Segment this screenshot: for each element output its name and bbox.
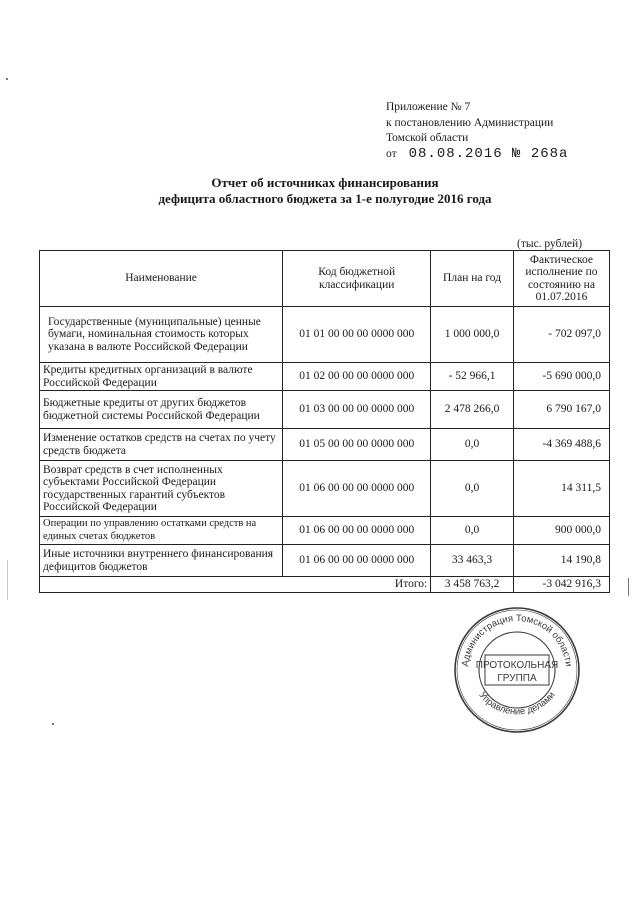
stamp-ring-bottom-text: Управление делами — [476, 689, 558, 718]
table-row — [40, 307, 610, 363]
appendix-number: Приложение № 7 — [386, 101, 471, 113]
table-header-row — [40, 251, 610, 307]
appendix-date-line — [386, 147, 626, 163]
units-label: (тыс. рублей) — [517, 238, 583, 250]
total-plan: 3 458 763,2 — [431, 577, 514, 593]
header-plan: План на год — [431, 251, 514, 307]
table-row — [40, 391, 610, 429]
stamp-center-line-1: ПРОТОКОЛЬНАЯ — [475, 660, 559, 671]
row-name: Кредиты кредитных организаций в валюте Российской Федерации — [40, 363, 283, 391]
row-plan: - 52 966,1 — [431, 363, 514, 391]
title-line-2: дефицита областного бюджета за 1-е полугодие 2016 года — [158, 191, 492, 206]
scan-mark — [6, 78, 8, 80]
table-row — [40, 517, 610, 545]
total-label: Итого: — [40, 577, 431, 593]
row-name: Операции по управлению остатками средств на единых счетах бюджетов — [40, 517, 283, 545]
title-line-1: Отчет об источниках финансирования — [211, 175, 439, 190]
table-total-row — [40, 577, 610, 593]
row-plan: 0,0 — [431, 517, 514, 545]
appendix-date-prefix: от — [386, 147, 397, 160]
row-fact: 900 000,0 — [513, 517, 609, 545]
row-code: 01 06 00 00 00 0000 000 — [283, 517, 431, 545]
row-fact: -5 690 000,0 — [513, 363, 609, 391]
row-name: Иные источники внутреннего финансирования дефицитов бюджетов — [40, 545, 283, 577]
scan-mark — [628, 578, 629, 596]
appendix-authority: Томской области — [386, 132, 469, 144]
row-fact: 14 190,8 — [513, 545, 609, 577]
official-stamp — [452, 605, 582, 735]
row-name: Бюджетные кредиты от других бюджетов бюджетной системы Российской Федерации — [40, 391, 283, 429]
appendix-date-number: 08.08.2016 № 268а — [408, 145, 569, 162]
row-fact: 6 790 167,0 — [513, 391, 609, 429]
row-fact: -4 369 488,6 — [513, 429, 609, 461]
appendix-block — [386, 100, 626, 162]
stamp-center-line-2: ГРУППА — [497, 673, 537, 684]
scan-mark — [52, 723, 54, 725]
table-row — [40, 363, 610, 391]
row-code: 01 06 00 00 00 0000 000 — [283, 461, 431, 517]
row-name: Изменение остатков средств на счетах по учету средств бюджета — [40, 429, 283, 461]
appendix-decree: к постановлению Администрации — [386, 116, 554, 129]
total-fact: -3 042 916,3 — [513, 577, 609, 593]
table-row — [40, 429, 610, 461]
report-table — [39, 250, 610, 593]
row-plan: 33 463,3 — [431, 545, 514, 577]
row-plan: 0,0 — [431, 461, 514, 517]
row-code: 01 05 00 00 00 0000 000 — [283, 429, 431, 461]
row-name: Государственные (муниципальные) ценные бумаги, номинальная стоимость которых указана в валюте Российской Федерации — [40, 307, 283, 363]
row-code: 01 01 00 00 00 0000 000 — [283, 307, 431, 363]
header-name: Наименование — [40, 251, 283, 307]
row-code: 01 02 00 00 00 0000 000 — [283, 363, 431, 391]
row-code: 01 03 00 00 00 0000 000 — [283, 391, 431, 429]
row-plan: 2 478 266,0 — [431, 391, 514, 429]
table-row — [40, 461, 610, 517]
scan-mark — [7, 560, 8, 600]
row-plan: 1 000 000,0 — [431, 307, 514, 363]
stamp-ring-top-text: Администрация Томской области — [460, 612, 574, 668]
row-plan: 0,0 — [431, 429, 514, 461]
row-fact: - 702 097,0 — [513, 307, 609, 363]
row-fact: 14 311,5 — [513, 461, 609, 517]
page-title — [60, 175, 590, 207]
row-code: 01 06 00 00 00 0000 000 — [283, 545, 431, 577]
header-code: Код бюджетной классификации — [283, 251, 431, 307]
row-name: Возврат средств в счет исполненных субъектами Российской Федерации государственных гарантий субъектов Российской Федерации — [40, 461, 283, 517]
header-fact: Фактическое исполнение по состоянию на 01.07.2016 — [513, 251, 609, 307]
table-row — [40, 545, 610, 577]
